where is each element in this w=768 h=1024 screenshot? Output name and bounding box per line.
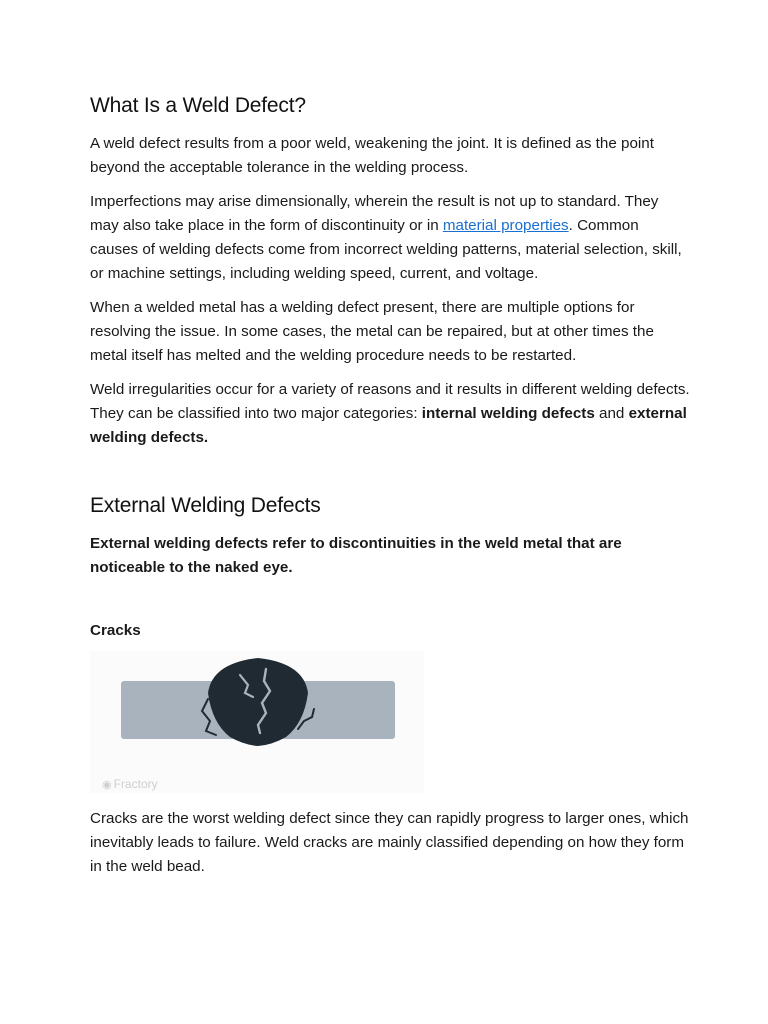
paragraph-text: Weld irregularities occur for a variety of reasons and it results in different welding defects. They can be classified into two major categories: (90, 381, 690, 422)
fractory-logo-icon: ◉ (102, 779, 112, 791)
cracks-description: Cracks are the worst welding defect since they can rapidly progress to larger ones, which inevitably leads to failure. Weld cracks are mainly classified depending on how they form in the weld bead. (90, 810, 689, 875)
document-body (90, 94, 690, 889)
fractory-watermark (102, 777, 158, 791)
watermark-text: Fractory (113, 777, 158, 791)
paragraph-imperfections (90, 190, 690, 286)
paragraph-definition: A weld defect results from a poor weld, weakening the joint. It is defined as the point beyond the acceptable tolerance in the welding process. (90, 135, 654, 176)
external-defects-intro: External welding defects refer to discontinuities in the weld metal that are noticeable to the naked eye. (90, 535, 622, 576)
external-defects-term: external welding defects. (90, 405, 687, 446)
internal-defects-term: internal welding defects (421, 405, 595, 422)
section-title-weld-defect: What Is a Weld Defect? (90, 94, 306, 117)
cracks-illustration (90, 651, 424, 793)
paragraph-text: . Common causes of welding defects come from incorrect welding patterns, material selection, skill, or machine settings, including welding speed, current, and voltage. (90, 217, 682, 282)
paragraph-categories (90, 378, 690, 450)
weld-crack-diagram (90, 651, 424, 793)
paragraph-resolution: When a welded metal has a welding defect present, there are multiple options for resolving the issue. In some cases, the metal can be repaired, but at other times the metal itself has melted and the welding procedure needs to be restarted. (90, 299, 654, 364)
material-properties-link[interactable]: material properties (442, 217, 569, 234)
paragraph-text: and (594, 405, 629, 422)
paragraph-text: Imperfections may arise dimensionally, wherein the result is not up to standard. They may also take place in the form of discontinuity or in (90, 193, 659, 234)
cracks-heading: Cracks (90, 622, 141, 639)
section-title-external-defects: External Welding Defects (90, 494, 321, 517)
